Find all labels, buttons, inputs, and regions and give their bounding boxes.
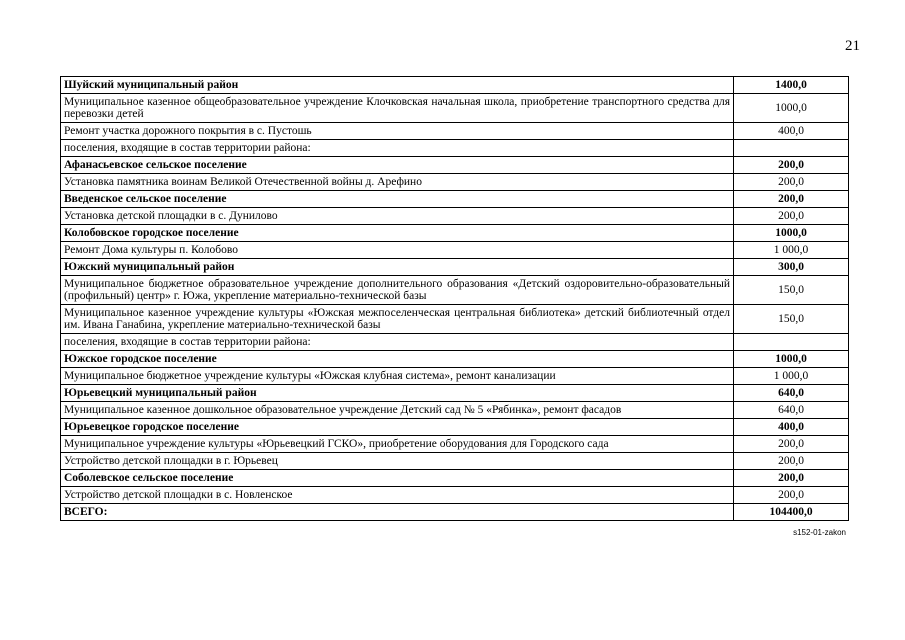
table-row xyxy=(61,174,849,191)
table-row xyxy=(61,487,849,504)
row-description: Установка детской площадки в с. Дунилово xyxy=(61,208,734,225)
table-row xyxy=(61,276,849,305)
row-description: Муниципальное казенное учреждение культуры «Южская межпоселенческая центральная библиотека» детский библиотечный отдел им. Ивана Ганабина, укрепление материально-технической базы xyxy=(61,305,734,334)
row-amount: 200,0 xyxy=(734,174,849,191)
table-row-heading xyxy=(61,351,849,368)
table-row-heading xyxy=(61,77,849,94)
row-description: Устройство детской площадки в с. Новленское xyxy=(61,487,734,504)
table-row xyxy=(61,305,849,334)
row-amount: 300,0 xyxy=(734,259,849,276)
row-amount: 200,0 xyxy=(734,436,849,453)
row-description: поселения, входящие в состав территории района: xyxy=(61,334,734,351)
row-amount: 1000,0 xyxy=(734,351,849,368)
row-amount: 1 000,0 xyxy=(734,368,849,385)
table-row-heading xyxy=(61,157,849,174)
row-description: ВСЕГО: xyxy=(61,504,734,521)
row-description: Ремонт участка дорожного покрытия в с. Пустошь xyxy=(61,123,734,140)
row-description: Введенское сельское поселение xyxy=(61,191,734,208)
row-description: Установка памятника воинам Великой Отечественной войны д. Арефино xyxy=(61,174,734,191)
table-row-heading xyxy=(61,385,849,402)
row-description: Юрьевецкий муниципальный район xyxy=(61,385,734,402)
document-code: s152-01-zakon xyxy=(793,528,846,537)
table-row xyxy=(61,123,849,140)
row-description: Шуйский муниципальный район xyxy=(61,77,734,94)
row-description: Колобовское городское поселение xyxy=(61,225,734,242)
row-amount: 400,0 xyxy=(734,419,849,436)
row-amount: 1000,0 xyxy=(734,225,849,242)
row-amount: 1400,0 xyxy=(734,77,849,94)
table-row-heading xyxy=(61,470,849,487)
row-description: Муниципальное казенное дошкольное образовательное учреждение Детский сад № 5 «Рябинка», ремонт фасадов xyxy=(61,402,734,419)
table-row xyxy=(61,453,849,470)
table-row-heading xyxy=(61,191,849,208)
table-row xyxy=(61,334,849,351)
allocation-table xyxy=(60,76,849,521)
row-amount: 200,0 xyxy=(734,208,849,225)
row-description: Муниципальное бюджетное образовательное учреждение дополнительного образования «Детский оздоровительно-образовательный (профильный) центр» г. Южа, укрепление материально-технической базы xyxy=(61,276,734,305)
row-amount: 1000,0 xyxy=(734,94,849,123)
row-amount: 200,0 xyxy=(734,487,849,504)
row-description: Муниципальное учреждение культуры «Юрьевецкий ГСКО», приобретение оборудования для Городского сада xyxy=(61,436,734,453)
row-description: Соболевское сельское поселение xyxy=(61,470,734,487)
table-row xyxy=(61,140,849,157)
row-description: Юрьевецкое городское поселение xyxy=(61,419,734,436)
row-description: Южский муниципальный район xyxy=(61,259,734,276)
row-description: Муниципальное казенное общеобразовательное учреждение Клочковская начальная школа, приобретение транспортного средства для перевозки детей xyxy=(61,94,734,123)
row-amount: 1 000,0 xyxy=(734,242,849,259)
table-row xyxy=(61,402,849,419)
row-description: Муниципальное бюджетное учреждение культуры «Южская клубная система», ремонт канализации xyxy=(61,368,734,385)
row-amount: 640,0 xyxy=(734,385,849,402)
row-description: Афанасьевское сельское поселение xyxy=(61,157,734,174)
table-row-heading xyxy=(61,259,849,276)
row-amount: 640,0 xyxy=(734,402,849,419)
row-amount: 400,0 xyxy=(734,123,849,140)
row-amount: 200,0 xyxy=(734,157,849,174)
row-amount xyxy=(734,140,849,157)
row-amount: 150,0 xyxy=(734,276,849,305)
table-row xyxy=(61,208,849,225)
row-amount: 150,0 xyxy=(734,305,849,334)
row-amount: 200,0 xyxy=(734,470,849,487)
page-number: 21 xyxy=(845,38,860,54)
table-row-heading xyxy=(61,419,849,436)
table-row xyxy=(61,436,849,453)
row-description: Ремонт Дома культуры п. Колобово xyxy=(61,242,734,259)
table-row-heading xyxy=(61,504,849,521)
table-row xyxy=(61,94,849,123)
row-amount xyxy=(734,334,849,351)
table-row xyxy=(61,242,849,259)
row-description: поселения, входящие в состав территории района: xyxy=(61,140,734,157)
row-amount: 200,0 xyxy=(734,453,849,470)
table-row-heading xyxy=(61,225,849,242)
row-amount: 104400,0 xyxy=(734,504,849,521)
row-description: Южское городское поселение xyxy=(61,351,734,368)
row-amount: 200,0 xyxy=(734,191,849,208)
table-row xyxy=(61,368,849,385)
row-description: Устройство детской площадки в г. Юрьевец xyxy=(61,453,734,470)
table-body xyxy=(61,77,849,521)
